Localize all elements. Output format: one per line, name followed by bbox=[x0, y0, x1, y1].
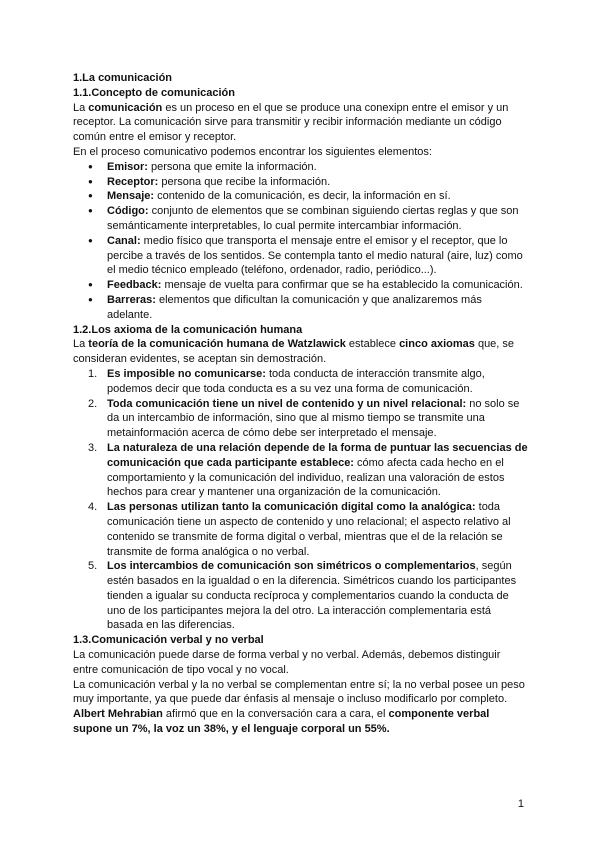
document-body bbox=[73, 71, 528, 737]
list-item: 3. La naturaleza de una relación depende de la forma de puntuar las secuencias de comunicación que cada participante establece: cómo afecta cada hecho en el comportamiento y la comunicación del individuo, realizan una valoración de estos hechos para crear y mantener una organización de la comunicación. bbox=[88, 441, 528, 499]
list-item: 2. Toda comunicación tiene un nivel de contenido y un nivel relacional: no solo se da un intercambio de información, sino que al mismo tiempo se transmite una metainformación acerca de cómo debe ser interpretado el mensaje. bbox=[88, 397, 520, 440]
list-item: ● Emisor: persona que emite la información. bbox=[73, 160, 528, 175]
paragraph-axioms-intro: La teoría de la comunicación humana de Watzlawick establece cinco axiomas que, se consideran evidentes, se aceptan sin demostración. bbox=[73, 338, 515, 366]
paragraph-complement: La comunicación verbal y la no verbal se complementan entre sí; la no verbal posee un peso muy importante, ya que puede dar énfasis al mensaje o incluso modificarlo por completo. bbox=[73, 678, 525, 706]
list-item: ● Feedback: mensaje de vuelta para confirmar que se ha establecido la comunicación. bbox=[73, 278, 528, 293]
list-item: 1. Es imposible no comunicarse: toda conducta de interacción transmite algo, podemos decir que toda conducta es a su vez una forma de comunicación. bbox=[88, 367, 485, 395]
section-heading-1-1: 1.1.Concepto de comunicación bbox=[73, 86, 235, 99]
paragraph-mehrabian: Albert Mehrabian afirmó que en la conversación cara a cara, el componente verbal supone un 7%, la voz un 38%, y el lenguaje corporal un 55%. bbox=[73, 708, 490, 736]
list-item: ● Mensaje: contenido de la comunicación, es decir, la información en sí. bbox=[73, 189, 528, 204]
elements-list bbox=[73, 160, 528, 323]
axioms-list bbox=[73, 367, 528, 633]
list-item: ● Receptor: persona que recibe la información. bbox=[73, 175, 528, 190]
list-item: 4. Las personas utilizan tanto la comunicación digital como la analógica: toda comunicación tiene un aspecto de contenido y uno relacional; el aspecto relativo al contenido se transmite de forma digital o verbal, mientras que el de la relación se transmite de forma analógica o no verbal. bbox=[88, 501, 511, 558]
paragraph-definition: La comunicación es un proceso en el que se produce una conexipn entre el emisor y un receptor. La comunicación sirve para transmitir y recibir información mediante un código común entre el emisor y receptor. bbox=[73, 101, 509, 144]
list-item: ● Canal: medio físico que transporta el mensaje entre el emisor y el receptor, que lo percibe a través de los sentidos. Se contempla tanto el medio natural (aire, luz) como el medio técnico empleado (teléfono, ordenador, radio, periódico...). bbox=[73, 234, 528, 278]
list-item: ● Barreras: elementos que dificultan la comunicación y que analizaremos más adelante. bbox=[73, 293, 528, 323]
doc-title: 1.La comunicación bbox=[73, 72, 173, 84]
section-heading-1-2: 1.2.Los axioma de la comunicación humana bbox=[73, 323, 303, 336]
paragraph-verbal-forms: La comunicación puede darse de forma verbal y no verbal. Además, debemos distinguir entre comunicación de tipo vocal y no vocal. bbox=[73, 649, 501, 676]
paragraph-elements-intro: En el proceso comunicativo podemos encontrar los siguientes elementos: bbox=[73, 145, 432, 158]
list-item: 5. Los intercambios de comunicación son simétricos o complementarios, según estén basados en la igualdad o en la diferencia. Simétricos cuando los participantes tienden a igualar su conducta recíproca y complementarios cuando la conducta de uno de los participantes mejora la del otro. La interacción complementaria está basada en las diferencias. bbox=[88, 560, 517, 632]
section-heading-1-3: 1.3.Comunicación verbal y no verbal bbox=[73, 634, 264, 647]
list-item: ● Código: conjunto de elementos que se combinan siguiendo ciertas reglas y que son semánticamente interpretables, lo cual permite intercambiar información. bbox=[73, 204, 528, 234]
page-number: 1 bbox=[517, 798, 524, 810]
